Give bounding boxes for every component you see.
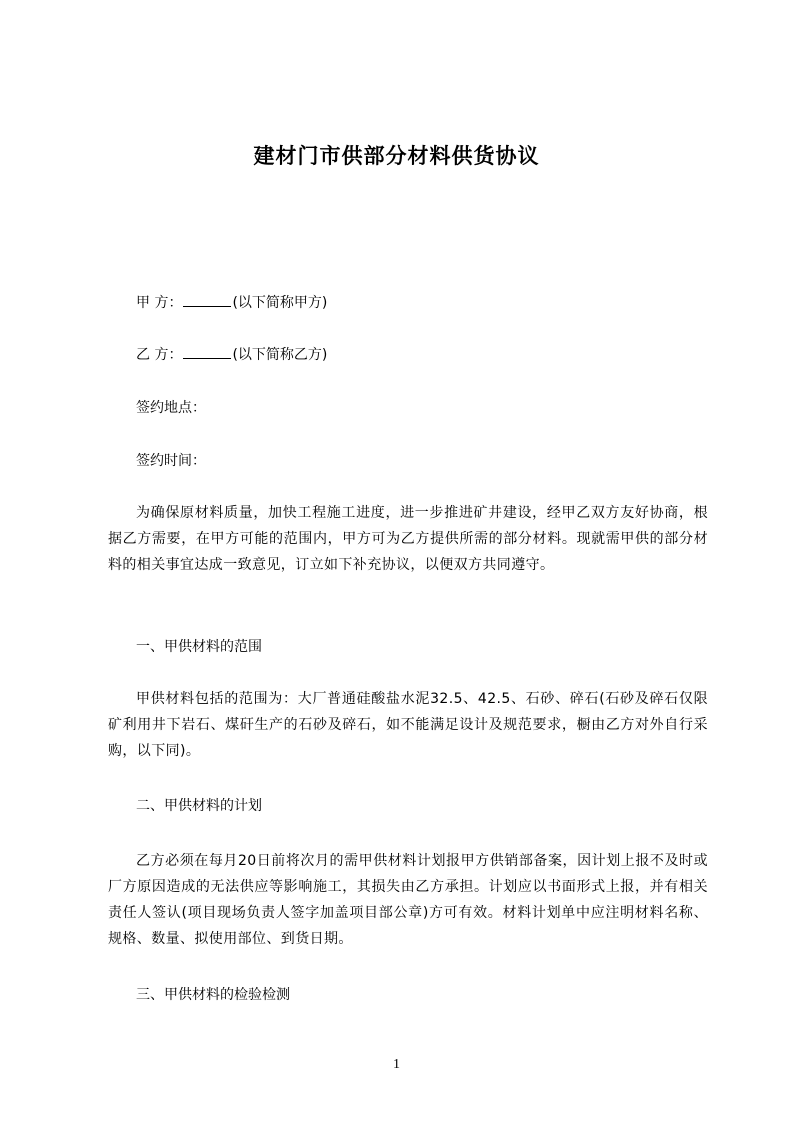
- section-body: 甲供材料包括的范围为：大厂普通硅酸盐水泥32.5、42.5、石砂、碎石(石砂及碎石仅限矿利用井下岩石、煤矸生产的石砂及碎石，如不能满足设计及规范要求，橱由乙方对外自行采购，以下同)。: [108, 691, 708, 759]
- party-a-blank: [183, 292, 231, 307]
- party-b-note: (以下简称乙方): [232, 347, 328, 363]
- sign-place-label: 签约地点：: [136, 400, 206, 416]
- party-a-line: [136, 292, 327, 313]
- party-b-line: [136, 344, 327, 365]
- party-a-label: 甲 方：: [136, 295, 183, 311]
- document-title: 建材门市供部分材料供货协议: [253, 144, 540, 168]
- sign-time-label: 签约时间：: [136, 453, 206, 469]
- party-b-blank: [183, 344, 231, 359]
- section-heading: 一、甲供材料的范围: [136, 639, 262, 655]
- section-body: 乙方必须在每月20日前将次月的需甲供材料计划报甲方供销部备案，因计划上报不及时或厂方原因造成的无法供应等影响施工，其损失由乙方承担。计划应以书面形式上报，并有相关责任人签认(项目现场负责人签字加盖项目部公章)方可有效。材料计划单中应注明材料名称、规格、数量、拟使用部位、到货日期。: [108, 853, 708, 947]
- section-heading: 三、甲供材料的检验检测: [136, 987, 290, 1003]
- party-b-label: 乙 方：: [136, 347, 183, 363]
- intro-paragraph: 为确保原材料质量，加快工程施工进度，进一步推进矿井建设，经甲乙双方友好协商，根据乙方需要，在甲方可能的范围内，甲方可为乙方提供所需的部分材料。现就需甲供的部分材料的相关事宜达成一致意见，订立如下补充协议，以便双方共同遵守。: [108, 505, 708, 573]
- page-number: 1: [393, 1057, 400, 1072]
- section-heading: 二、甲供材料的计划: [136, 798, 262, 814]
- party-a-note: (以下简称甲方): [232, 295, 328, 311]
